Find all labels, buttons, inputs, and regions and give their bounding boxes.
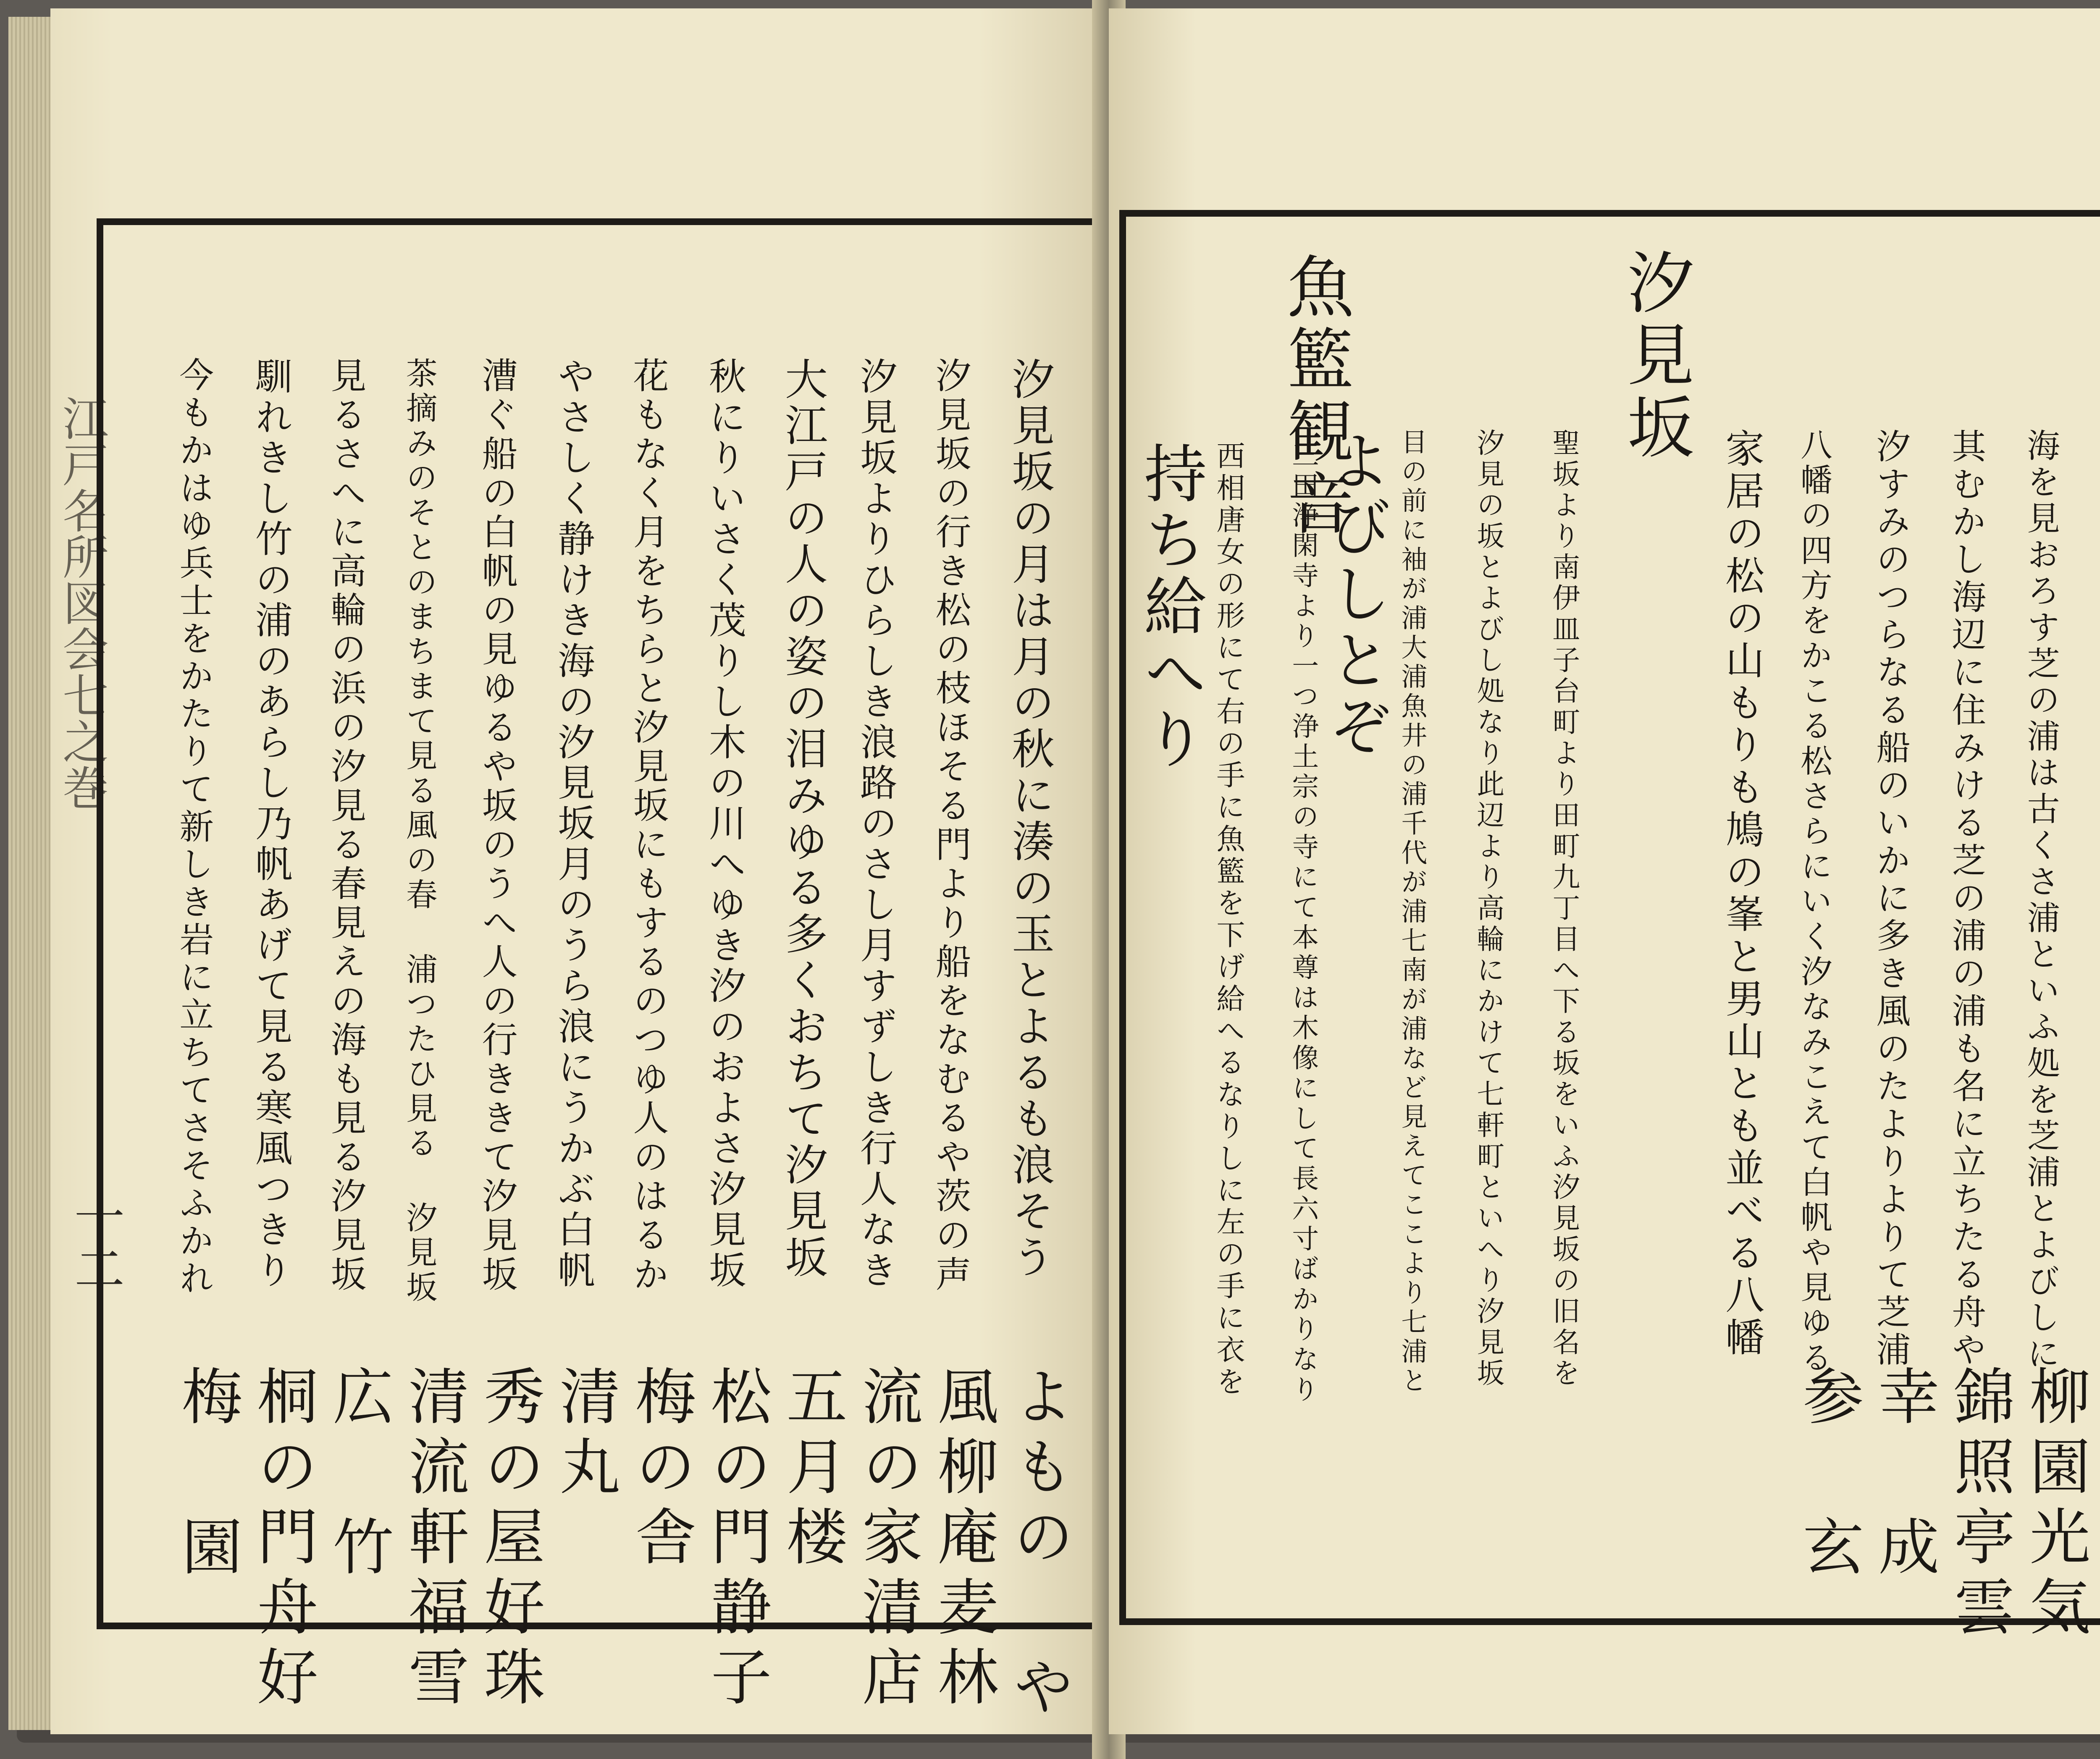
poem-author: 五月楼 bbox=[776, 1365, 847, 1575]
left-page-edges bbox=[8, 17, 55, 1730]
left-margin-title: 江戸名所図会七之巻 bbox=[55, 395, 109, 810]
poem-author: 桐の門舟好 bbox=[247, 1365, 318, 1715]
poem-text: 汐見坂よりひらしき浪路のさし月すずしき行人なき bbox=[854, 357, 898, 1292]
poem-text: 花もなく月をちらと汐見坂にもするのつゆ人のはるか bbox=[627, 357, 669, 1295]
poem-text: 汐すみのつらなる船のいかに多き風のたよりよりて芝浦 bbox=[1870, 428, 1911, 1370]
poem-text: 海を見おろす芝の浦は古くさ浦といふ処を芝浦とよびしに bbox=[2021, 428, 2061, 1373]
poem-author: 広 竹 bbox=[323, 1365, 394, 1585]
poem-text: やさしく静けき海の汐見坂月のうら浪にうかぶ白帆 bbox=[551, 357, 595, 1292]
section-heading-shiomizaka: 汐見坂 bbox=[1616, 248, 1694, 464]
section-body-line: 持ち給へり bbox=[1133, 441, 1206, 773]
poem-author: 松の門静子 bbox=[701, 1365, 772, 1715]
section-body-line: 三田浄閑寺より一つ浄土宗の寺にて本尊は木像にして長六寸ばかりなり bbox=[1287, 441, 1319, 1405]
poem-author: 清丸 bbox=[549, 1365, 620, 1505]
poem-text: 八幡の四方をかこる松さらにいく汐なみこえて白帆や見ゆる bbox=[1795, 428, 1832, 1376]
poem-author: 梅の舎 bbox=[625, 1365, 696, 1575]
section-heading-gyoran-kannon: 魚籃観音 bbox=[1276, 252, 1354, 541]
section-body-line: 汐見の坂とよびし処なり此辺より高輪にかけて七軒町といへり汐見坂 bbox=[1472, 428, 1504, 1390]
poem-text: 大江戸の人の姿の泪みゆる多くおちて汐見坂 bbox=[778, 357, 828, 1281]
section-body-line: 西相唐女の形にて右の手に魚籃を下げ給へるなりしに左の手に衣を bbox=[1212, 441, 1245, 1399]
left-folio: 十二 bbox=[66, 1193, 124, 1293]
poem-text: 秋にりいさく茂りし木の川へゆき汐のおよさ汐見坂 bbox=[703, 357, 746, 1292]
section-body-line: 目の前に袖が浦大浦魚井の浦千代が浦七南が浦など見えてここより七浦と bbox=[1396, 428, 1427, 1397]
poem-author: よもの や bbox=[1003, 1365, 1074, 1725]
poem-author: 梅 園 bbox=[171, 1365, 242, 1585]
poem-text: 見るさへに高輪の浜の汐見る春見えの海も見る汐見坂 bbox=[325, 357, 367, 1295]
poem-author: 柳園光気 bbox=[2019, 1365, 2090, 1645]
poem-text: 其むかし海辺に住みける芝の浦の浦も名に立ちたる舟や bbox=[1946, 428, 1986, 1369]
poem-text: 茶摘みのそとのまちまて見る風の春 浦つたひ見る 汐見坂 bbox=[401, 357, 438, 1305]
poem-author: 幸 成 bbox=[1868, 1365, 1939, 1585]
poem-text: 今もかはゆ兵士をかたりて新しき岩に立ちてさそふかれ bbox=[173, 357, 214, 1298]
poem-author: 秀の屋好珠 bbox=[474, 1365, 545, 1715]
poem-text: 家居の松の山もりも鳩の峯と男山とも並べる八幡 bbox=[1719, 428, 1764, 1359]
section-body-line: よびしとぞ bbox=[1318, 428, 1391, 760]
poem-author: 流の家清店 bbox=[852, 1365, 923, 1715]
section-body-line: 聖坂より南伊皿子台町より田町九丁目へ下る坂をいふ汐見坂の旧名を bbox=[1547, 428, 1580, 1390]
poem-author: 風柳庵麦林 bbox=[927, 1365, 998, 1715]
poem-text: 漕ぐ船の白帆の見ゆるや坂のうへ人の行ききて汐見坂 bbox=[476, 357, 518, 1295]
poem-author: 錦照亭雲 bbox=[1944, 1365, 2015, 1645]
poem-author: 清流軒福雪 bbox=[398, 1365, 469, 1715]
poem-author: 参 玄 bbox=[1793, 1365, 1864, 1585]
poem-text: 汐見坂の月は月の秋に湊の玉とよるも浪そう bbox=[1005, 357, 1055, 1282]
poem-text: 馴れきし竹の浦のあらし乃帆あげて見る寒風つきり bbox=[249, 357, 293, 1292]
poem-text: 汐見坂の行き松の枝ほそる門より船をなむるや茨の声 bbox=[929, 357, 971, 1295]
